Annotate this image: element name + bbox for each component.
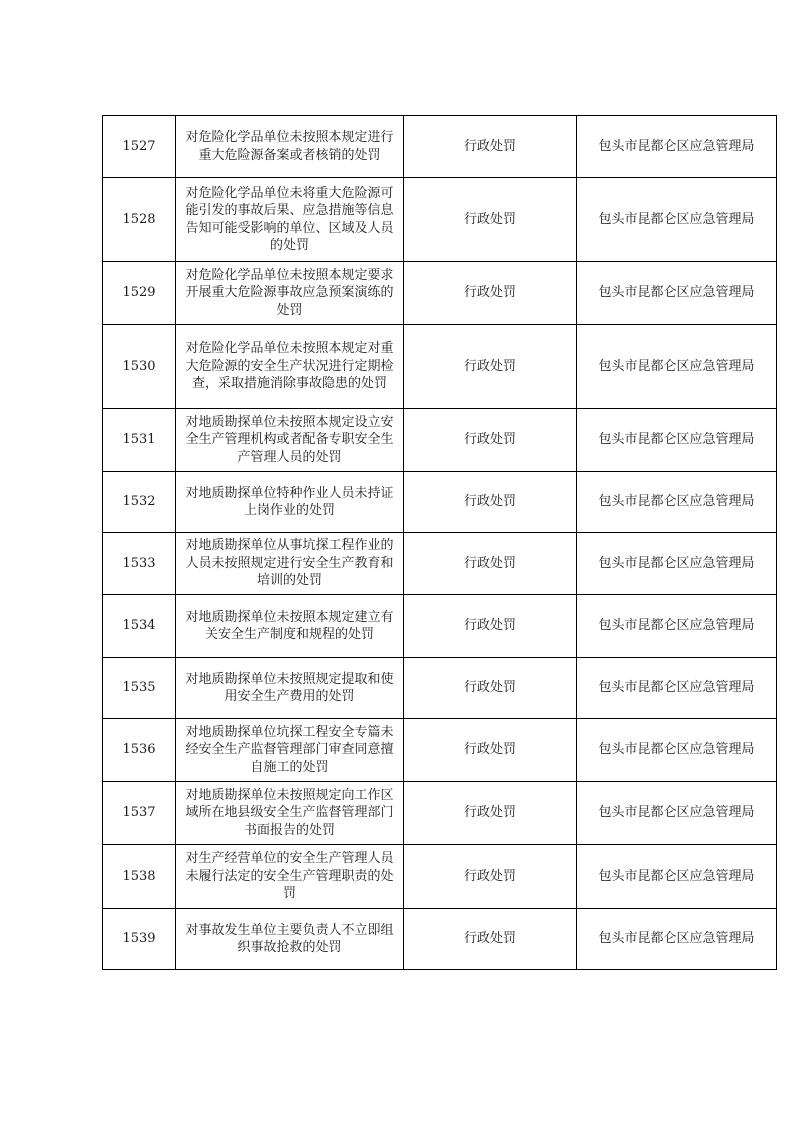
penalty-item: 对危险化学品单位未按照本规定进行重大危险源备案或者核销的处罚 [176,116,404,178]
table-row [103,262,777,325]
penalty-type: 行政处罚 [404,595,577,658]
enforcement-department: 包头市昆都仑区应急管理局 [577,325,777,409]
row-number: 1532 [103,472,176,533]
penalty-type: 行政处罚 [404,719,577,782]
penalty-type: 行政处罚 [404,533,577,595]
row-number: 1539 [103,909,176,970]
enforcement-department: 包头市昆都仑区应急管理局 [577,262,777,325]
table-row [103,178,777,262]
row-number: 1531 [103,409,176,472]
penalty-item: 对地质勘探单位特种作业人员未持证上岗作业的处罚 [176,472,404,533]
table-row [103,472,777,533]
penalty-item: 对危险化学品单位未按照本规定要求开展重大危险源事故应急预案演练的处罚 [176,262,404,325]
table-row [103,325,777,409]
row-number: 1527 [103,116,176,178]
penalty-type: 行政处罚 [404,116,577,178]
penalty-item: 对危险化学品单位未按照本规定对重大危险源的安全生产状况进行定期检查，采取措施消除事故隐患的处罚 [176,325,404,409]
row-number: 1537 [103,782,176,845]
table-row [103,116,777,178]
enforcement-department: 包头市昆都仑区应急管理局 [577,719,777,782]
enforcement-department: 包头市昆都仑区应急管理局 [577,409,777,472]
penalty-type: 行政处罚 [404,409,577,472]
penalty-type: 行政处罚 [404,845,577,909]
row-number: 1528 [103,178,176,262]
penalty-type: 行政处罚 [404,658,577,719]
penalty-type: 行政处罚 [404,178,577,262]
penalty-item: 对地质勘探单位未按照本规定设立安全生产管理机构或者配备专职安全生产管理人员的处罚 [176,409,404,472]
enforcement-department: 包头市昆都仑区应急管理局 [577,472,777,533]
row-number: 1538 [103,845,176,909]
penalty-type: 行政处罚 [404,782,577,845]
table-row [103,719,777,782]
penalty-item: 对地质勘探单位未按照规定向工作区域所在地县级安全生产监督管理部门书面报告的处罚 [176,782,404,845]
enforcement-department: 包头市昆都仑区应急管理局 [577,909,777,970]
penalty-type: 行政处罚 [404,909,577,970]
enforcement-department: 包头市昆都仑区应急管理局 [577,533,777,595]
penalty-item: 对地质勘探单位坑探工程安全专篇未经安全生产监督管理部门审查同意擅自施工的处罚 [176,719,404,782]
table-row [103,782,777,845]
penalty-item: 对地质勘探单位未按照本规定建立有关安全生产制度和规程的处罚 [176,595,404,658]
row-number: 1535 [103,658,176,719]
penalty-type: 行政处罚 [404,325,577,409]
table-row [103,845,777,909]
enforcement-department: 包头市昆都仑区应急管理局 [577,116,777,178]
penalty-list-table [102,115,777,970]
table-row [103,595,777,658]
penalty-type: 行政处罚 [404,472,577,533]
row-number: 1533 [103,533,176,595]
penalty-type: 行政处罚 [404,262,577,325]
enforcement-department: 包头市昆都仑区应急管理局 [577,178,777,262]
enforcement-department: 包头市昆都仑区应急管理局 [577,782,777,845]
table-row [103,909,777,970]
row-number: 1529 [103,262,176,325]
table-row [103,533,777,595]
penalty-item: 对事故发生单位主要负责人不立即组织事故抢救的处罚 [176,909,404,970]
enforcement-department: 包头市昆都仑区应急管理局 [577,845,777,909]
penalty-item: 对生产经营单位的安全生产管理人员未履行法定的安全生产管理职责的处罚 [176,845,404,909]
row-number: 1536 [103,719,176,782]
penalty-item: 对危险化学品单位未将重大危险源可能引发的事故后果、应急措施等信息告知可能受影响的单位、区域及人员的处罚 [176,178,404,262]
penalty-item: 对地质勘探单位从事坑探工程作业的人员未按照规定进行安全生产教育和培训的处罚 [176,533,404,595]
row-number: 1530 [103,325,176,409]
enforcement-department: 包头市昆都仑区应急管理局 [577,595,777,658]
enforcement-department: 包头市昆都仑区应急管理局 [577,658,777,719]
table-row [103,409,777,472]
row-number: 1534 [103,595,176,658]
table-row [103,658,777,719]
penalty-item: 对地质勘探单位未按照规定提取和使用安全生产费用的处罚 [176,658,404,719]
